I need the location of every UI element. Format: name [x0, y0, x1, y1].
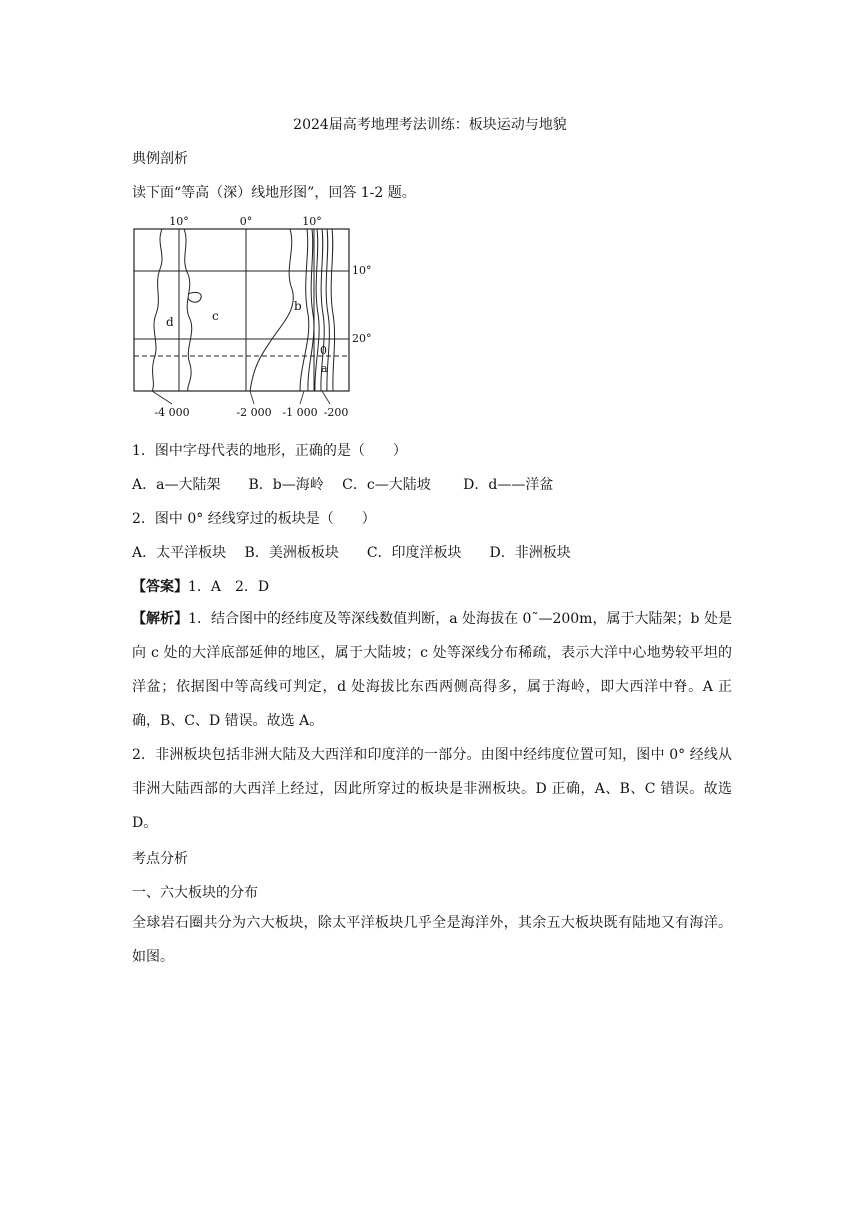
map-frame [134, 229, 349, 391]
analysis-1-text: 1．结合图中的经纬度及等深线数值判断，a 处海拔在 0˜—200m，属于大陆架；b 处是向 c 处的大洋底部延伸的地区，属于大陆坡；c 处等深线分布稀疏，表示大洋中心地势较平坦的洋盆；依据图中等高线可判定，d 处海拔比东西两侧高得多，属于海岭，即大西洋中脊。A 正确，B、C、D 错误。故选 A。 [132, 611, 732, 729]
contour-2000 [250, 229, 293, 391]
plates-paragraph: 全球岩石圈共分为六大板块，除太平洋板块几乎全是海洋外，其余五大板块既有陆地又有海洋。如图。 [132, 915, 732, 965]
contour-ridge-spur [188, 292, 201, 302]
label-top-10e: 10° [302, 215, 322, 228]
leader-200 [322, 391, 330, 404]
question-1-options: A．a—大陆架 B．b—海岭 C．c—大陆坡 D．d——洋盆 [132, 477, 554, 493]
question-intro: 读下面“等高（深）线地形图”，回答 1-2 题。 [132, 185, 416, 201]
contour-coast [331, 229, 334, 391]
letter-c: c [212, 309, 219, 323]
subsection-heading-plates: 一、六大板块的分布 [132, 885, 258, 901]
contour-ridge-west [152, 229, 162, 391]
analysis-tag: 【解析】 [132, 611, 189, 627]
contour-1000-c [315, 229, 319, 391]
contour-map-svg [132, 214, 392, 424]
contour-1000-b [308, 229, 314, 391]
label-zero: 0 [320, 344, 327, 357]
analysis-paragraph-2: 2．非洲板块包括非洲大陆及大西洋和印度洋的一部分。由图中经纬度位置可知，图中 0° 经线从非洲大陆西部的大西洋上经过，因此所穿过的板块是非洲板块。D 正确，A、B、C 错误。故选 D。 [132, 747, 732, 831]
document-title: 2024届高考地理考法训练：板块运动与地貌 [293, 117, 567, 133]
answer-text: 1．A 2．D [188, 579, 270, 595]
label-bottom-200: -200 [323, 406, 349, 419]
section-heading-example: 典例剖析 [132, 151, 188, 167]
label-bottom-4000: -4 000 [154, 406, 190, 419]
analysis-paragraph-1 [132, 602, 732, 738]
label-top-10w: 10° [169, 215, 189, 228]
answer-tag: 【答案】 [132, 579, 188, 595]
leader-4000 [152, 391, 172, 404]
question-2-options: A．太平洋板块 B．美洲板板块 C．印度洋板块 D．非洲板块 [132, 545, 571, 561]
letter-d: d [166, 315, 174, 329]
letter-b: b [294, 299, 302, 313]
leader-1000 [300, 391, 304, 404]
answer-line [132, 576, 732, 596]
label-bottom-1000: -1 000 [282, 406, 318, 419]
leader-2000 [250, 391, 254, 404]
label-right-20: 20° [352, 332, 372, 345]
label-bottom-2000: -2 000 [236, 406, 272, 419]
contour-ridge-east [184, 229, 192, 391]
question-2: 2．图中 0° 经线穿过的板块是（ ） [132, 511, 376, 527]
label-right-10: 10° [352, 264, 372, 277]
label-top-0: 0° [239, 215, 253, 228]
letter-a: a [321, 362, 328, 375]
section-heading-analysis: 考点分析 [132, 851, 188, 867]
contour-map-figure [132, 214, 392, 424]
question-1: 1．图中字母代表的地形，正确的是（ ） [132, 443, 407, 459]
